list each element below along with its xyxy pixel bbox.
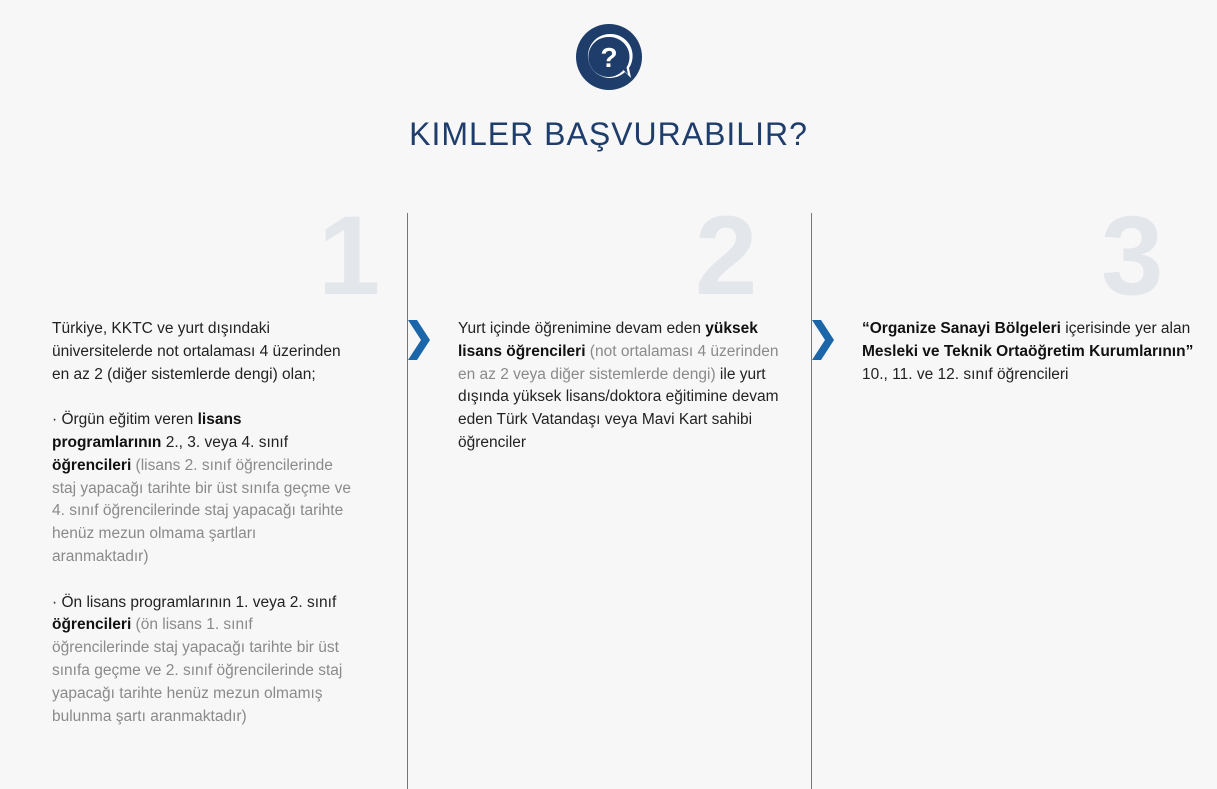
column-divider-1 [407, 213, 408, 789]
column-2-text: Yurt içinde öğrenimine devam eden yüksek lisans öğrencileri (not ortalaması 4 üzerinden en az 2 veya diğer sistemlerde dengi) ile yurt dışında yüksek lisans/doktora eğitimine devam eden Türk Vatandaşı veya Mavi Kart sahibi öğrenciler [458, 320, 779, 451]
column-1-intro: Türkiye, KKTC ve yurt dışındaki üniversitelerde not ortalaması 4 üzerinden en az 2 (diğer sistemlerde dengi) olan; [52, 320, 341, 383]
column-divider-2 [811, 213, 812, 789]
eligibility-column-2 [458, 318, 793, 478]
column-1-item-undergraduate: · Örgün eğitim veren lisans programlarının 2., 3. veya 4. sınıf öğrencileri (lisans 2. sınıf öğrencilerinde staj yapacağı tarihte bir üst sınıfa geçme ve 4. sınıf öğrencilerinde staj yapacağı tarihte henüz mezun olmama şartları aranmaktadır) [52, 411, 351, 565]
eligibility-column-1 [52, 318, 352, 751]
step-number-1: 1 [318, 193, 381, 318]
question-bubble-icon [573, 21, 645, 93]
chevron-right-icon [408, 320, 430, 360]
column-1-item-associate: · Ön lisans programlarının 1. veya 2. sınıf öğrencileri (ön lisans 1. sınıf öğrencilerinde staj yapacağı tarihte bir üst sınıfa geçme ve 2. sınıf öğrencilerinde staj yapacağı tarihte henüz mezun olmamış bulunma şartı aranmaktadır) [52, 593, 343, 725]
svg-text:?: ? [600, 42, 618, 73]
step-number-2: 2 [695, 193, 758, 318]
hero-section [0, 0, 1217, 200]
eligibility-column-3 [862, 318, 1197, 409]
step-number-3: 3 [1101, 193, 1164, 318]
page-title: KIMLER BAŞVURABILIR? [409, 116, 808, 152]
chevron-right-icon [812, 320, 834, 360]
column-3-text: “Organize Sanayi Bölgeleri içerisinde yer alan Mesleki ve Teknik Ortaöğretim Kurumlarının” 10., 11. ve 12. sınıf öğrencileri [862, 320, 1194, 383]
